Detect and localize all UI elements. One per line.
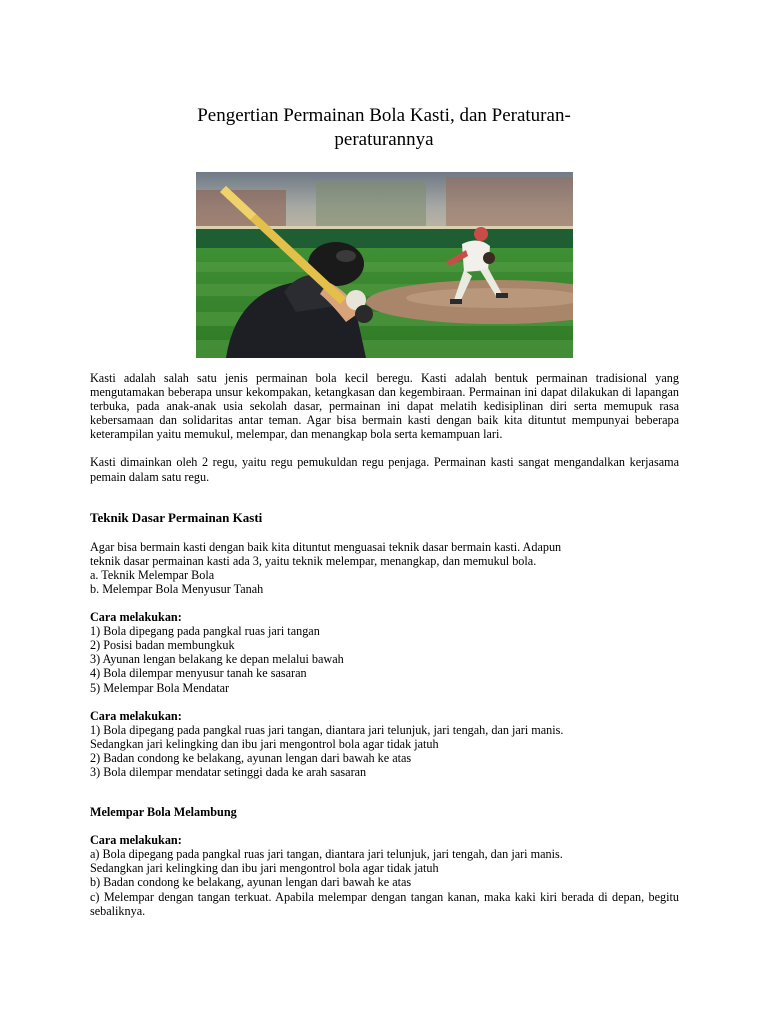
step-line: 4) Bola dilempar menyusur tanah ke sasaran	[90, 666, 307, 681]
section1-intro-line-2: teknik dasar permainan kasti ada 3, yaitu teknik melempar, menangkap, dan memukul bola.	[90, 553, 537, 568]
page-title-line-1: Pengertian Permainan Bola Kasti, dan Peraturan-	[197, 105, 571, 126]
step-line: 3) Ayunan lengan belakang ke depan melalui bawah	[90, 652, 344, 667]
baseball-photo	[196, 172, 573, 358]
page-title	[120, 104, 648, 152]
step-line: 1) Bola dipegang pada pangkal ruas jari tangan, diantara jari telunjuk, jari tengah, dan jari manis.	[90, 722, 564, 737]
step-line: Sedangkan jari kelingking dan ibu jari mengontrol bola agar tidak jatuh	[90, 861, 439, 876]
step-line: a) Bola dipegang pada pangkal ruas jari tangan, diantara jari telunjuk, jari tengah, dan jari manis.	[90, 847, 563, 862]
step-line: 2) Posisi badan membungkuk	[90, 638, 235, 653]
step-line: b) Badan condong ke belakang, ayunan lengan dari bawah ke atas	[90, 875, 412, 890]
step-line: 3) Bola dilempar mendatar setinggi dada ke arah sasaran	[90, 764, 367, 779]
list-item-b: b. Melempar Bola Menyusur Tanah	[90, 581, 264, 596]
list-item-a: a. Teknik Melempar Bola	[90, 567, 215, 582]
article-body	[90, 371, 679, 918]
cara-melakukan-label-2: Cara melakukan:	[90, 708, 182, 723]
section1-intro-line-1: Agar bisa bermain kasti dengan baik kita dituntut menguasai teknik dasar bermain kasti. Adapun	[90, 539, 562, 554]
teams-paragraph: Kasti dimainkan oleh 2 regu, yaitu regu pemukuldan regu penjaga. Permainan kasti sangat mengandalkan kerjasama pemain dalam satu regu.	[90, 455, 679, 484]
section-heading-teknik-dasar: Teknik Dasar Permainan Kasti	[90, 509, 263, 525]
page-title-line-2: peraturannya	[334, 129, 434, 150]
section-heading-melambung: Melempar Bola Melambung	[90, 805, 237, 820]
cara-melakukan-label-3: Cara melakukan:	[90, 833, 182, 848]
step-line: Sedangkan jari kelingking dan ibu jari mengontrol bola agar tidak jatuh	[90, 736, 439, 751]
step-last: c) Melempar dengan tangan terkuat. Apabila melempar dengan tangan kanan, maka kaki kiri berada di depan, begitu sebaliknya.	[90, 889, 679, 918]
step-line: 5) Melempar Bola Mendatar	[90, 680, 230, 695]
cara-melakukan-label-1: Cara melakukan:	[90, 610, 182, 625]
step-line: 2) Badan condong ke belakang, ayunan lengan dari bawah ke atas	[90, 750, 412, 765]
intro-paragraph: Kasti adalah salah satu jenis permainan bola kecil beregu. Kasti adalah bentuk permainan tradisional yang mengutamakan beberapa unsur kekompakan, ketangkasan dan kegembiraan. Permainan ini dapat dilakukan di lapangan terbuka, pada anak-anak usia sekolah dasar, permainan ini dapat melatih kedisiplinan diri serta memupuk rasa kebersamaan dan solidaritas antar teman. Agar bisa bermain kasti dengan baik kita dituntut mempunyai beberapa keterampilan yaitu memukul, melempar, dan menangkap bola serta kemampuan lari.	[90, 371, 679, 442]
step-line: 1) Bola dipegang pada pangkal ruas jari tangan	[90, 624, 320, 639]
